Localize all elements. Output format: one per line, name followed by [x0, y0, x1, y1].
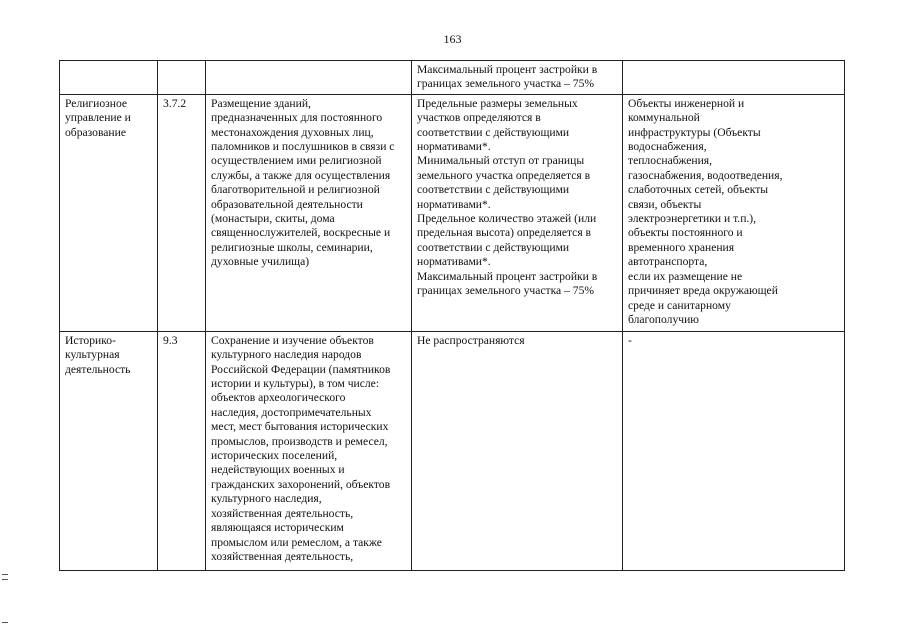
table-row — [60, 61, 845, 95]
cell-use-name — [60, 61, 158, 95]
cell-use-code: 3.7.2 — [158, 94, 206, 331]
page-number: 163 — [443, 32, 462, 46]
cell-use-description: Сохранение и изучение объектов культурного наследия народов Российской Федерации (памятников истории и культуры), в том числе: объектов археологического наследия, достопримечательных мест, мест бытования исторических промыслов, производств и ремесел, исторических поселений, недействующих военных и гражданских захоронений, объектов культурного наследия, хозяйственная деятельность, являющаяся историческим промыслом или ремеслом, а также хозяйственная деятельность, — [206, 331, 412, 570]
cell-restrictions — [623, 61, 845, 95]
cell-restrictions: Объекты инженерной и коммунальной инфраструктуры (Объекты водоснабжения, теплоснабжения, газоснабжения, водоотведения, слаботочных сетей, объекты связи, объекты электроэнергетики и т.п.), объекты постоянного и временного хранения автотранспорта, если их размещение не причиняет вреда окружающей среде и санитарному благополучию — [623, 94, 845, 331]
cell-use-description — [206, 61, 412, 95]
scan-margin-mark — [2, 579, 8, 580]
cell-use-code: 9.3 — [158, 331, 206, 570]
cell-parameters: Не распространяются — [412, 331, 623, 570]
cell-use-description: Размещение зданий, предназначенных для постоянного местонахождения духовных лиц, паломников и послушников в связи с осуществлением ими религиозной службы, а также для осуществления благотворительной и религиозной образовательной деятельности (монастыри, скиты, дома священнослужителей, воскресные и религиозные школы, семинарии, духовные училища) — [206, 94, 412, 331]
cell-parameters: Максимальный процент застройки в границах земельного участка – 75% — [412, 61, 623, 95]
scan-margin-mark — [2, 622, 8, 623]
cell-use-name: Историко- культурная деятельность — [60, 331, 158, 570]
cell-restrictions: - — [623, 331, 845, 570]
table-row — [60, 331, 845, 570]
zoning-table — [59, 60, 845, 571]
scan-margin-mark — [2, 574, 8, 575]
cell-use-name: Религиозное управление и образование — [60, 94, 158, 331]
cell-parameters: Предельные размеры земельных участков определяются в соответствии с действующими нормативами*. Минимальный отступ от границы земельного участка определяется в соответствии с действующими нормативами*. Предельное количество этажей (или предельная высота) определяется в соответствии с действующими нормативами*. Максимальный процент застройки в границах земельного участка – 75% — [412, 94, 623, 331]
table-row — [60, 94, 845, 331]
cell-use-code — [158, 61, 206, 95]
